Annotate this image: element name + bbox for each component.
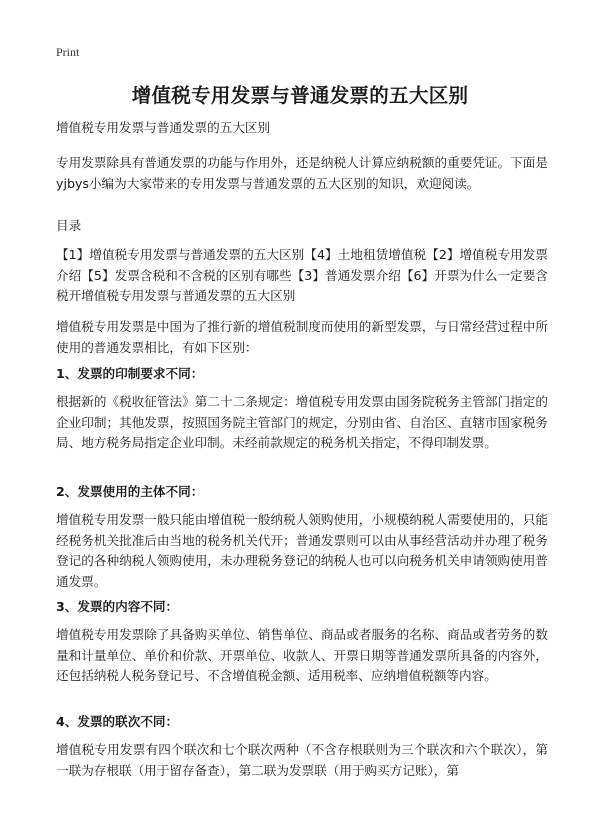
subtitle-block: [56, 118, 548, 139]
toc-label-block: [56, 216, 548, 237]
toc-text: 【1】增值税专用发票与普通发票的五大区别【4】土地租赁增值税【2】增值税专用发票介绍【5】发票含税和不含税的区别有哪些【3】普通发票介绍【6】开票为什么一定要含税开增值税专用发票与普通发票的五大区别: [56, 247, 548, 303]
section-2-body-block: [56, 510, 548, 592]
intro-block: [56, 153, 548, 194]
section-heading: 4、发票的联次不同：: [56, 714, 179, 729]
section-heading: 2、发票使用的主体不同：: [56, 484, 204, 499]
toc-block: [56, 245, 548, 307]
section-body: 根据新的《税收征管法》第二十二条规定：增值税专用发票由国务院税务主管部门指定的企业印制；其他发票，按照国务院主管部门的规定，分别由省、自治区、直辖市国家税务局、地方税务局指定企业印制。未经前款规定的税务机关指定，不得印制发票。: [56, 394, 548, 450]
document-subtitle: 增值税专用发票与普通发票的五大区别: [56, 120, 271, 135]
section-body: 增值税专用发票除了具备购买单位、销售单位、商品或者服务的名称、商品或者劳务的数量和计量单位、单价和价款、开票单位、收款人、开票日期等普通发票所具备的内容外，还包括纳税人税务登记号、不含增值税金额、适用税率、应纳增值税额等内容。: [56, 627, 548, 683]
section-1-heading-block: [56, 364, 548, 385]
lead-block: [56, 317, 548, 358]
intro-paragraph: 专用发票除具有普通发票的功能与作用外，还是纳税人计算应纳税额的重要凭证。下面是yjbys小编为大家带来的专用发票与普通发票的五大区别的知识，欢迎阅读。: [56, 155, 548, 191]
section-3-heading-block: [56, 597, 548, 618]
section-2-heading-block: [56, 482, 548, 503]
section-body: 增值税专用发票有四个联次和七个联次两种（不含存根联则为三个联次和六个联次），第一联为存根联（用于留存备查），第二联为发票联（用于购买方记账），第: [56, 742, 548, 778]
print-label: Print: [56, 45, 80, 59]
section-3-body-block: [56, 625, 548, 687]
section-body: 增值税专用发票一般只能由增值税一般纳税人领购使用，小规模纳税人需要使用的，只能经税务机关批准后由当地的税务机关代开；普通发票则可以由从事经营活动并办理了税务登记的各种纳税人领购使用，未办理税务登记的纳税人也可以向税务机关申请领购使用普通发票。: [56, 512, 548, 589]
section-4-heading-block: [56, 712, 548, 733]
section-1-body-block: [56, 392, 548, 454]
section-heading: 3、发票的内容不同：: [56, 599, 179, 614]
section-heading: 1、发票的印制要求不同：: [56, 366, 204, 381]
document-title: 增值税专用发票与普通发票的五大区别: [131, 84, 469, 107]
lead-paragraph: 增值税专用发票是中国为了推行新的增值税制度而使用的新型发票，与日常经营过程中所使用的普通发票相比，有如下区别：: [56, 319, 548, 355]
section-4-body-block: [56, 740, 548, 781]
toc-label: 目录: [56, 218, 82, 233]
